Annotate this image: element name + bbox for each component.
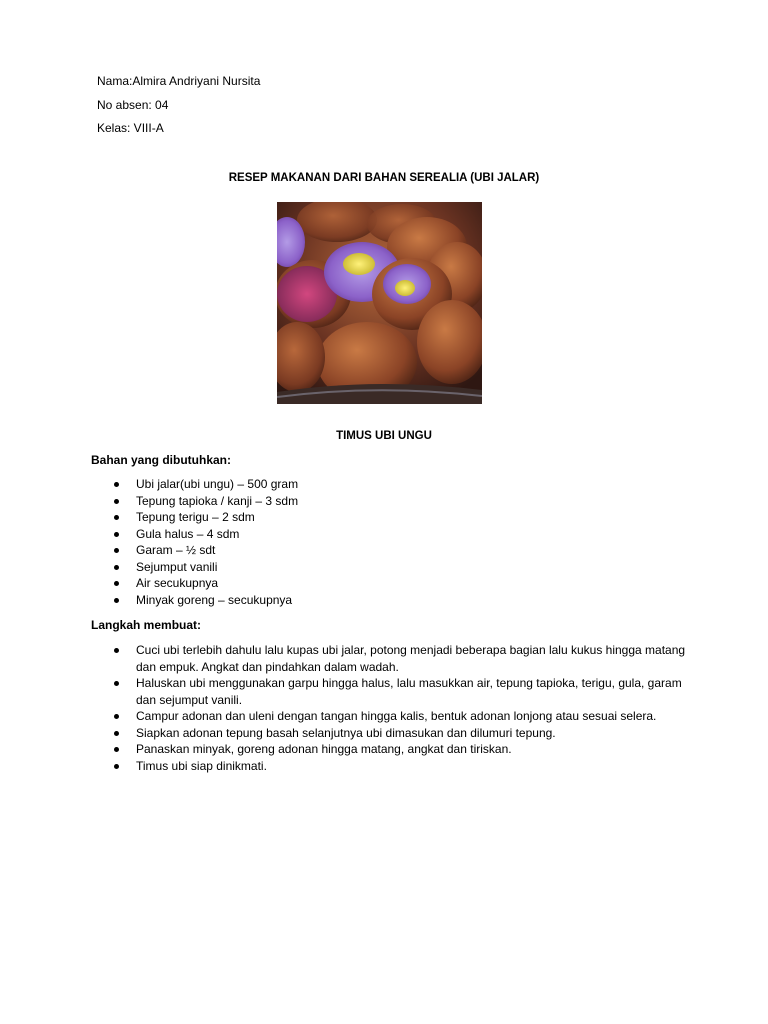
bullet-icon [114, 731, 119, 736]
bullet-icon [114, 598, 119, 603]
list-item: Campur adonan dan uleni dengan tangan hingga kalis, bentuk adonan lonjong atau sesuai selera. [0, 708, 696, 725]
list-item: Timus ubi siap dinikmati. [0, 758, 696, 775]
ingredients-list [0, 476, 696, 608]
list-item: Haluskan ubi menggunakan garpu hingga halus, lalu masukkan air, tepung tapioka, terigu, gula, garam dan sejumput vanili. [0, 675, 696, 708]
list-item: Minyak goreng – secukupnya [0, 592, 696, 609]
recipe-name: TIMUS UBI UNGU [336, 430, 432, 442]
bullet-icon [114, 681, 119, 686]
list-item: Ubi jalar(ubi ungu) – 500 gram [0, 476, 696, 493]
document-title: RESEP MAKANAN DARI BAHAN SEREALIA (UBI JALAR) [228, 172, 540, 184]
bullet-icon [114, 714, 119, 719]
list-item: Tepung tapioka / kanji – 3 sdm [0, 493, 696, 510]
bullet-icon [114, 482, 119, 487]
recipe-photo [277, 202, 482, 404]
bullet-icon [114, 532, 119, 537]
student-name: Nama:Almira Andriyani Nursita [97, 74, 261, 88]
steps-list [0, 642, 696, 774]
bullet-icon [114, 747, 119, 752]
list-item: Cuci ubi terlebih dahulu lalu kupas ubi jalar, potong menjadi beberapa bagian lalu kukus hingga matang dan empuk. Angkat dan pindahkan dalam wadah. [0, 642, 696, 675]
bullet-icon [114, 648, 119, 653]
list-item: Panaskan minyak, goreng adonan hingga matang, angkat dan tiriskan. [0, 741, 696, 758]
bullet-icon [114, 548, 119, 553]
list-item: Gula halus – 4 sdm [0, 526, 696, 543]
list-item: Siapkan adonan tepung basah selanjutnya ubi dimasukan dan dilumuri tepung. [0, 725, 696, 742]
list-item: Tepung terigu – 2 sdm [0, 509, 696, 526]
bullet-icon [114, 515, 119, 520]
bullet-icon [114, 581, 119, 586]
bullet-icon [114, 499, 119, 504]
ingredients-heading: Bahan yang dibutuhkan: [91, 453, 232, 467]
student-kelas: Kelas: VIII-A [97, 121, 164, 135]
list-item: Garam – ½ sdt [0, 542, 696, 559]
list-item: Air secukupnya [0, 575, 696, 592]
list-item: Sejumput vanili [0, 559, 696, 576]
steps-heading: Langkah membuat: [91, 618, 202, 632]
bullet-icon [114, 764, 119, 769]
student-absen: No absen: 04 [97, 98, 169, 112]
bullet-icon [114, 565, 119, 570]
